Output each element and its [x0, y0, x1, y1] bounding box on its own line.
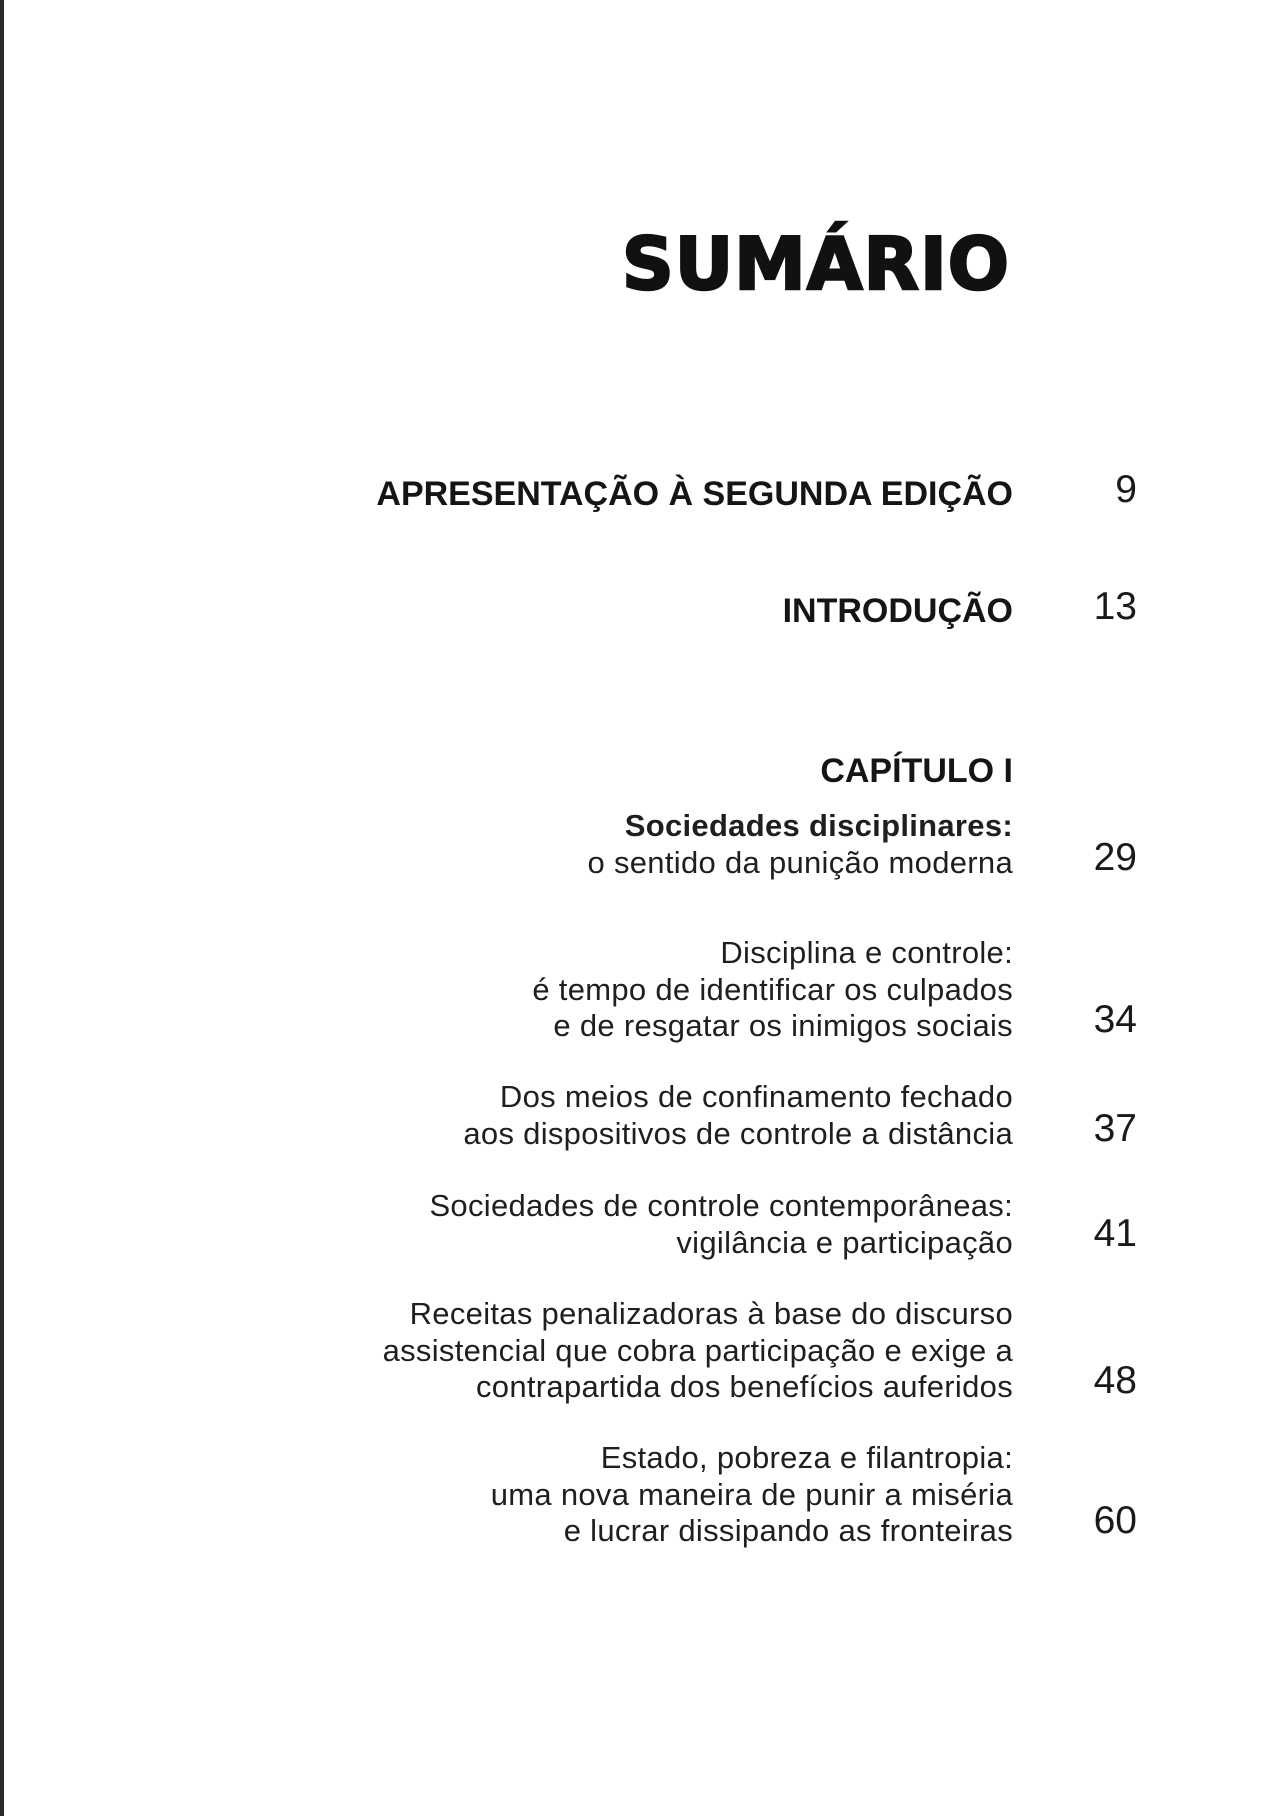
- toc-page-number: 48: [1093, 1359, 1137, 1402]
- toc-page-number: 13: [1093, 585, 1137, 628]
- section-line: e de resgatar os inimigos sociais: [553, 1008, 1013, 1043]
- toc-page-number: 34: [1093, 998, 1137, 1041]
- section-line: assistencial que cobra participação e exige a: [382, 1332, 1013, 1368]
- toc-page-number: 29: [1093, 836, 1137, 879]
- section-line: aos dispositivos de controle a distância: [463, 1115, 1013, 1151]
- page-edge: [0, 0, 4, 1816]
- section-line: e lucrar dissipando as fronteiras: [563, 1513, 1013, 1548]
- toc-page-number: 41: [1093, 1212, 1137, 1255]
- toc-entry-apresentacao[interactable]: APRESENTAÇÃO À SEGUNDA EDIÇÃO: [376, 475, 1013, 513]
- toc-entry-section[interactable]: [429, 1188, 1013, 1261]
- toc-entry-section[interactable]: [463, 1079, 1013, 1152]
- toc-entry-introducao[interactable]: INTRODUÇÃO: [782, 592, 1013, 630]
- section-subtitle: Sociedades disciplinares:: [624, 808, 1013, 843]
- section-line: o sentido da punição moderna: [587, 844, 1013, 880]
- toc-page-number: 37: [1093, 1107, 1137, 1150]
- toc-entry-section[interactable]: [491, 1440, 1013, 1550]
- toc-page-number: 60: [1093, 1499, 1137, 1542]
- section-line: Receitas penalizadoras à base do discurso: [409, 1296, 1013, 1331]
- toc-entry-section[interactable]: [588, 808, 1013, 881]
- section-line: vigilância e participação: [676, 1224, 1013, 1260]
- section-line: Disciplina e controle:: [720, 935, 1013, 970]
- section-line: é tempo de identificar os culpados: [532, 971, 1013, 1007]
- section-line: Dos meios de confinamento fechado: [499, 1079, 1013, 1114]
- section-line: Estado, pobreza e filantropia:: [600, 1440, 1013, 1475]
- page-title: SUMÁRIO: [621, 222, 1010, 306]
- toc-entry-section[interactable]: [532, 935, 1013, 1045]
- chapter-heading: CAPÍTULO I: [820, 752, 1013, 790]
- section-line: uma nova maneira de punir a miséria: [490, 1476, 1013, 1512]
- section-line: Sociedades de controle contemporâneas:: [429, 1188, 1013, 1223]
- toc-entry-section[interactable]: [383, 1296, 1013, 1406]
- section-line: contrapartida dos benefícios auferidos: [475, 1369, 1013, 1404]
- toc-page-number: 9: [1115, 468, 1137, 511]
